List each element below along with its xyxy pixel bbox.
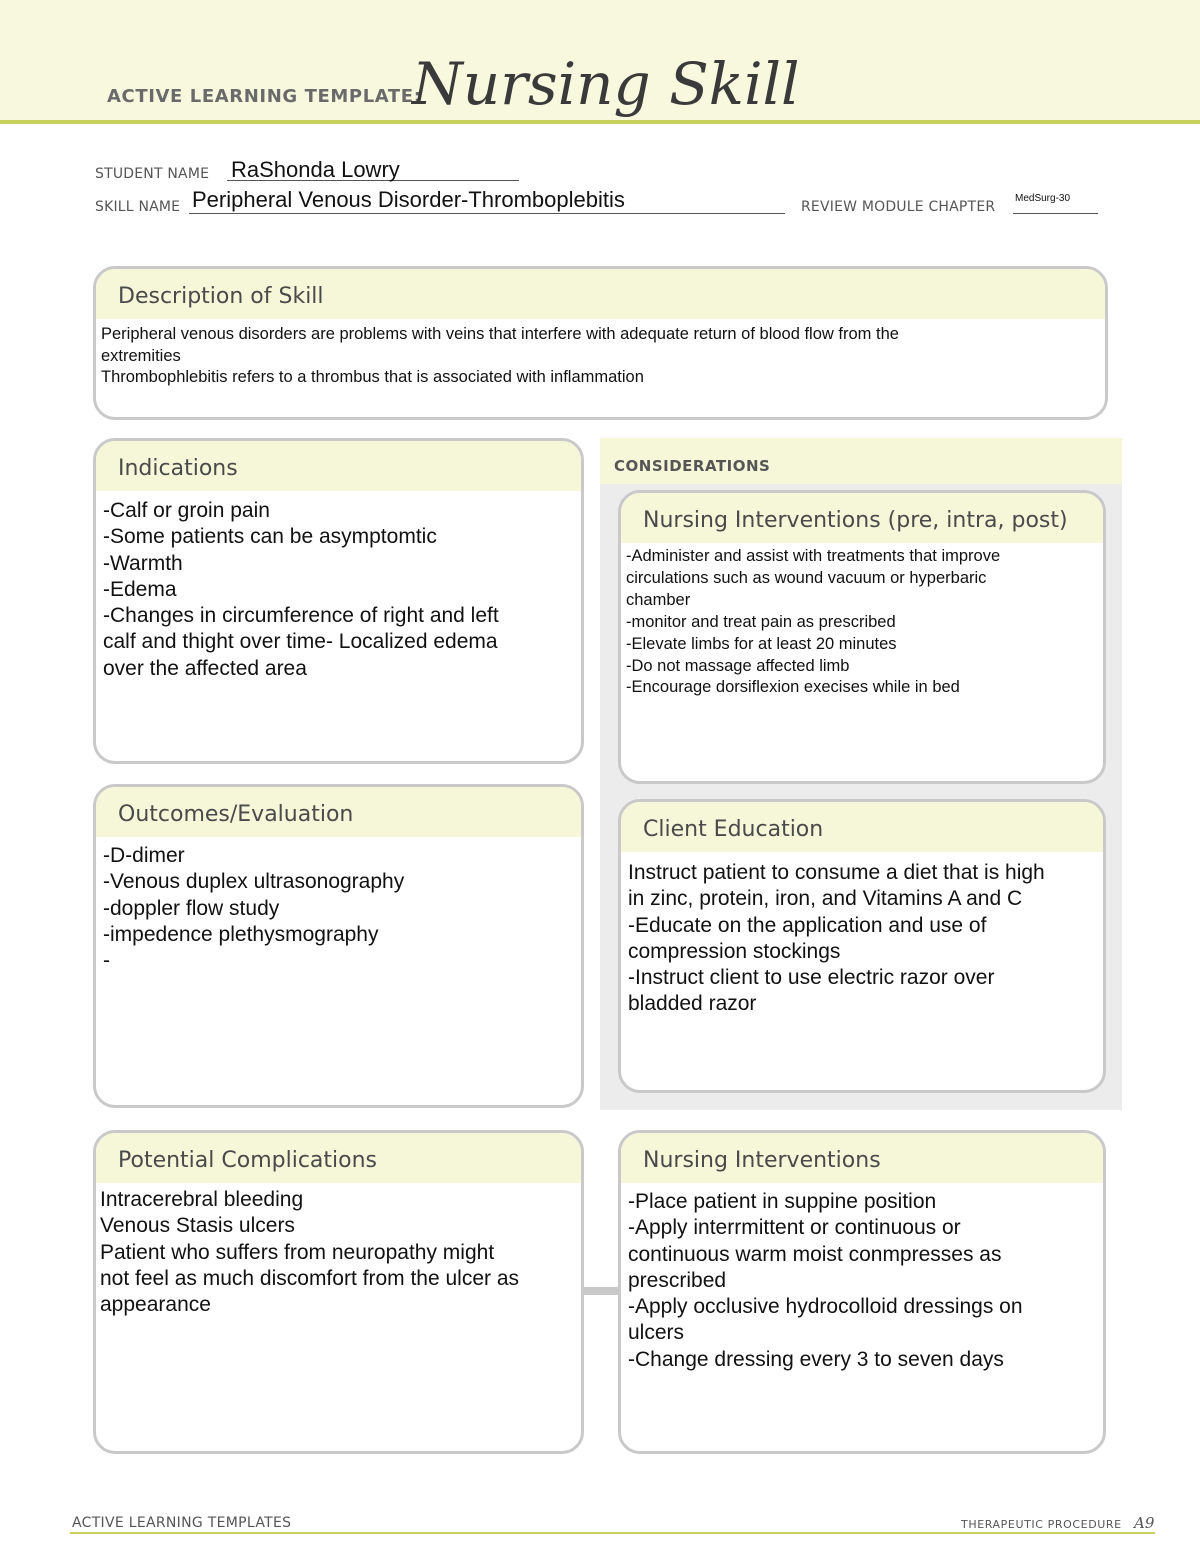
description-body[interactable]: Peripheral venous disorders are problems with veins that interfere with adequate return of blood flow from the extremities Thrombophlebitis refers to a thrombus that is associated with inflammation xyxy=(101,325,899,386)
outcomes-title: Outcomes/Evaluation xyxy=(96,787,581,837)
description-title: Description of Skill xyxy=(96,269,1105,319)
box-connector xyxy=(582,1287,622,1295)
client-education-box xyxy=(618,799,1106,1093)
nursing-interventions-ppp-title: Nursing Interventions (pre, intra, post) xyxy=(621,493,1103,543)
nursing-interventions-box xyxy=(618,1130,1106,1454)
student-name-label: STUDENT NAME xyxy=(95,166,210,182)
review-module-field[interactable]: MedSurg-30 xyxy=(1015,193,1071,204)
nursing-interventions-ppp-box xyxy=(618,490,1106,784)
page-number: A9 xyxy=(1134,1514,1155,1532)
complications-title: Potential Complications xyxy=(96,1133,581,1183)
description-box xyxy=(93,266,1108,420)
client-education-body[interactable]: Instruct patient to consume a diet that is high in zinc, protein, iron, and Vitamins A and C -Educate on the application and use of compression stockings -Instruct client to use electric razor over bladded razor xyxy=(628,861,1045,1016)
nursing-interventions-title: Nursing Interventions xyxy=(621,1133,1103,1183)
footer-left: ACTIVE LEARNING TEMPLATES xyxy=(72,1515,292,1531)
nursing-interventions-ppp-body[interactable]: -Administer and assist with treatments that improve circulations such as wound vacuum or hyperbaric chamber -monitor and treat pain as prescribed -Elevate limbs for at least 20 minutes -Do not massage affected limb -Encourage dorsiflexion execises while in bed xyxy=(626,547,1001,697)
client-education-title: Client Education xyxy=(621,802,1103,852)
complications-box xyxy=(93,1130,584,1454)
skill-name-field[interactable]: Peripheral Venous Disorder-Thromboplebitis xyxy=(192,187,625,212)
outcomes-box xyxy=(93,784,584,1108)
review-module-line xyxy=(1013,213,1098,214)
skill-name-label: SKILL NAME xyxy=(95,199,181,215)
considerations-title: CONSIDERATIONS xyxy=(614,457,771,475)
footer-right: THERAPEUTIC PROCEDURE xyxy=(961,1518,1122,1531)
indications-box xyxy=(93,438,584,764)
nursing-interventions-body[interactable]: -Place patient in suppine position -Apply interrmittent or continuous or continuous warm moist conmpresses as prescribed -Apply occlusive hydrocolloid dressings on ulcers -Change dressing every 3 to seven days xyxy=(628,1190,1023,1371)
complications-body[interactable]: Intracerebral bleeding Venous Stasis ulcers Patient who suffers from neuropathy might not feel as much discomfort from the ulcer as appearance xyxy=(100,1188,520,1317)
indications-title: Indications xyxy=(96,441,581,491)
template-title: Nursing Skill xyxy=(412,50,800,118)
outcomes-body[interactable]: -D-dimer -Venous duplex ultrasonography -doppler flow study -impedence plethysmography - xyxy=(103,844,405,973)
footer-rule xyxy=(70,1532,1155,1534)
indications-body[interactable]: -Calf or groin pain -Some patients can be asymptomtic -Warmth -Edema -Changes in circumference of right and left calf and thight over time- Localized edema over the affected area xyxy=(103,499,499,680)
student-name-field[interactable]: RaShonda Lowry xyxy=(231,157,400,182)
skill-name-line xyxy=(189,213,785,214)
template-label: ACTIVE LEARNING TEMPLATE: xyxy=(107,86,422,107)
review-module-label: REVIEW MODULE CHAPTER xyxy=(801,199,996,215)
